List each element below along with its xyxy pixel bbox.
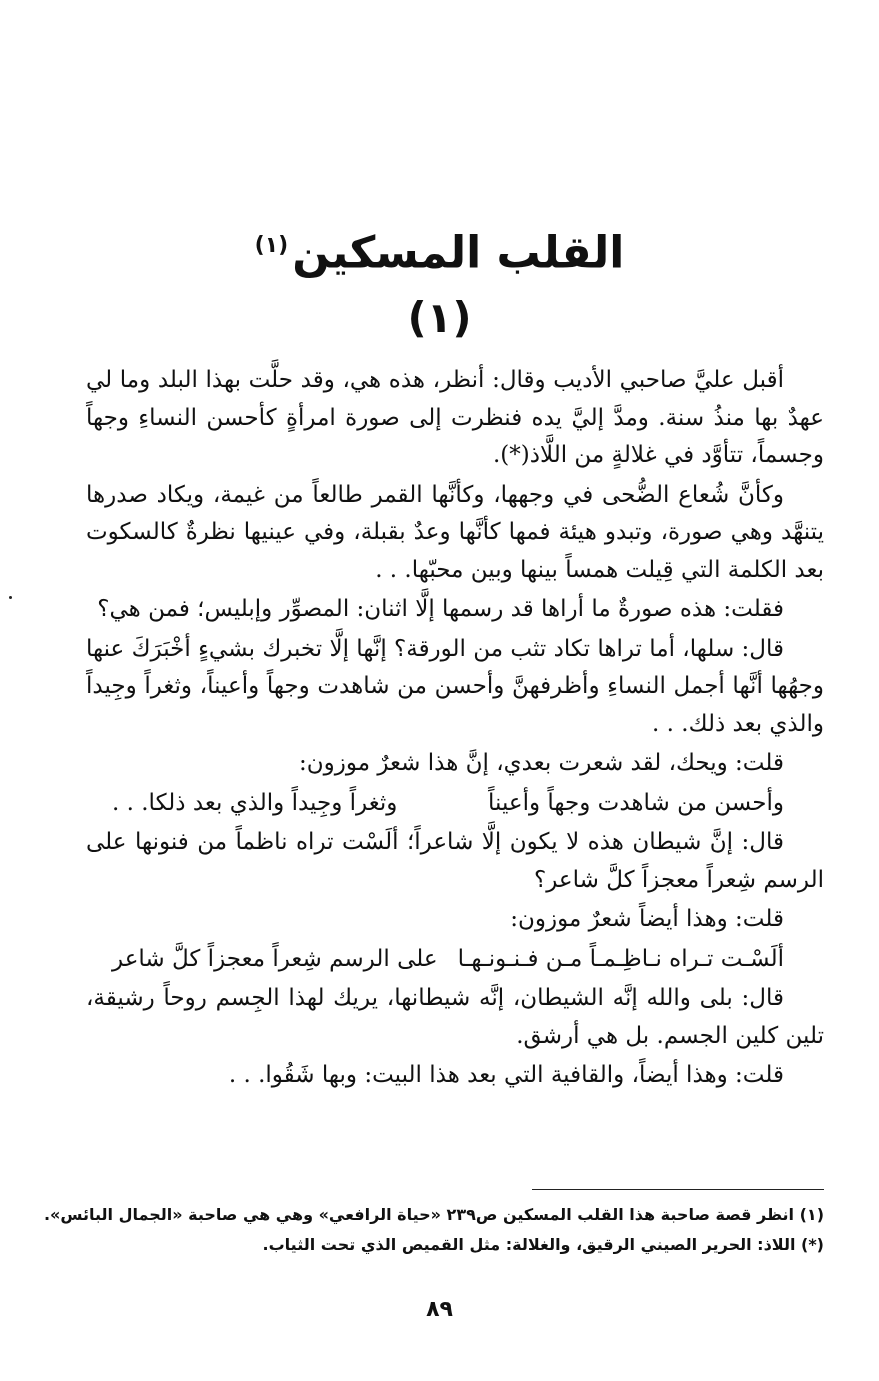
paragraph: قلت: ويحك، لقد شعرت بعدي، إنَّ هذا شعرٌ موزون: bbox=[299, 750, 784, 776]
page-number: ٨٩ bbox=[426, 1297, 453, 1322]
verse-second-hemistich: وثغراً وجِيداً والذي بعد ذلكا. . . bbox=[112, 789, 398, 816]
chapter-title-text: القلب المسكين bbox=[292, 227, 625, 279]
verse-line bbox=[86, 785, 824, 823]
verse-line bbox=[86, 941, 824, 979]
scan-speck bbox=[9, 596, 12, 599]
paragraph: قال: سلها، أما تراها تكاد تثب من الورقة؟ إنَّها إلَّا تخبرك بشيءٍ أخْبَرَكَ عنها وجهُها أنَّها أجمل النساءِ وأظرفهنَّ وأحسن من شاهدت وجهاً وأعيناً، وثغراً وجِيداً والذي بعد ذلك. . . bbox=[86, 635, 824, 737]
paragraph: قال: بلى والله إنَّه الشيطان، إنَّه شيطانها، يريك لهذا الجِسم روحاً رشيقة، تلين كلين الجسم. بل هي أرشق. bbox=[86, 985, 824, 1049]
footnote-separator bbox=[532, 1189, 824, 1190]
footnote: (*) اللاذ: الحرير الصيني الرقيق، والغلالة: مثل القميص الذي تحت الثياب. bbox=[262, 1235, 824, 1254]
verse-second-hemistich: على الرسم شِعراً معجزاً كلَّ شاعر bbox=[112, 945, 438, 972]
paragraph: قلت: وهذا أيضاً، والقافية التي بعد هذا البيت: وبها شَقُوا. . . bbox=[228, 1062, 784, 1088]
title-footnote-marker: (١) bbox=[254, 233, 289, 258]
paragraph: أقبل عليَّ صاحبي الأديب وقال: أنظر، هذه هي، وقد حلَّت بهذا البلد وما لي عهدٌ بها منذُ سنة. ومدَّ إليَّ يده فنظرت إلى صورة امرأةٍ كأحسن النساءِ وجهاً وجسماً، تتأوَّد في غلالةٍ من اللَّاذ(*). bbox=[86, 367, 824, 468]
footnote: (١) انظر قصة صاحبة هذا القلب المسكين ص٢٣٩ «حياة الرافعي» وهي هي صاحبة «الجمال البائس». bbox=[43, 1205, 824, 1224]
chapter-title bbox=[0, 216, 879, 284]
paragraph: قال: إنَّ شيطان هذه لا يكون إلَّا شاعراً؛ ألَسْت تراه ناظماً من فنونها على الرسم شِعراً معجزاً كلَّ شاعر؟ bbox=[86, 829, 824, 893]
paragraph: فقلت: هذه صورةٌ ما أراها قد رسمها إلَّا اثنان: المصوِّر وإبليس؛ فمن هي؟ bbox=[97, 596, 784, 622]
section-number: (١) bbox=[407, 293, 472, 342]
paragraph: وكأنَّ شُعاع الضُّحى في وجهها، وكأنَّها القمر طالعاً من غيمة، ويكاد صدرها يتنهَّد وهي صورة، وتبدو هيئة فمها كأنَّها وعدٌ بقبلة، وفي عينيها نظرةٌ كالسكوت بعد الكلمة التي قِيلت همساً بينها وبين محبّها. . . bbox=[86, 481, 824, 583]
footnotes bbox=[43, 1200, 824, 1260]
body-text bbox=[86, 362, 824, 1097]
paragraph: قلت: وهذا أيضاً شعرٌ موزون: bbox=[510, 906, 784, 932]
verse-first-hemistich: وأحسن من شاهدت وجهاً وأعيناً bbox=[488, 789, 784, 816]
verse-first-hemistich: ألَسْـت تـراه نـاظِـمـاً مـن فـنـونـهـا bbox=[457, 945, 784, 972]
